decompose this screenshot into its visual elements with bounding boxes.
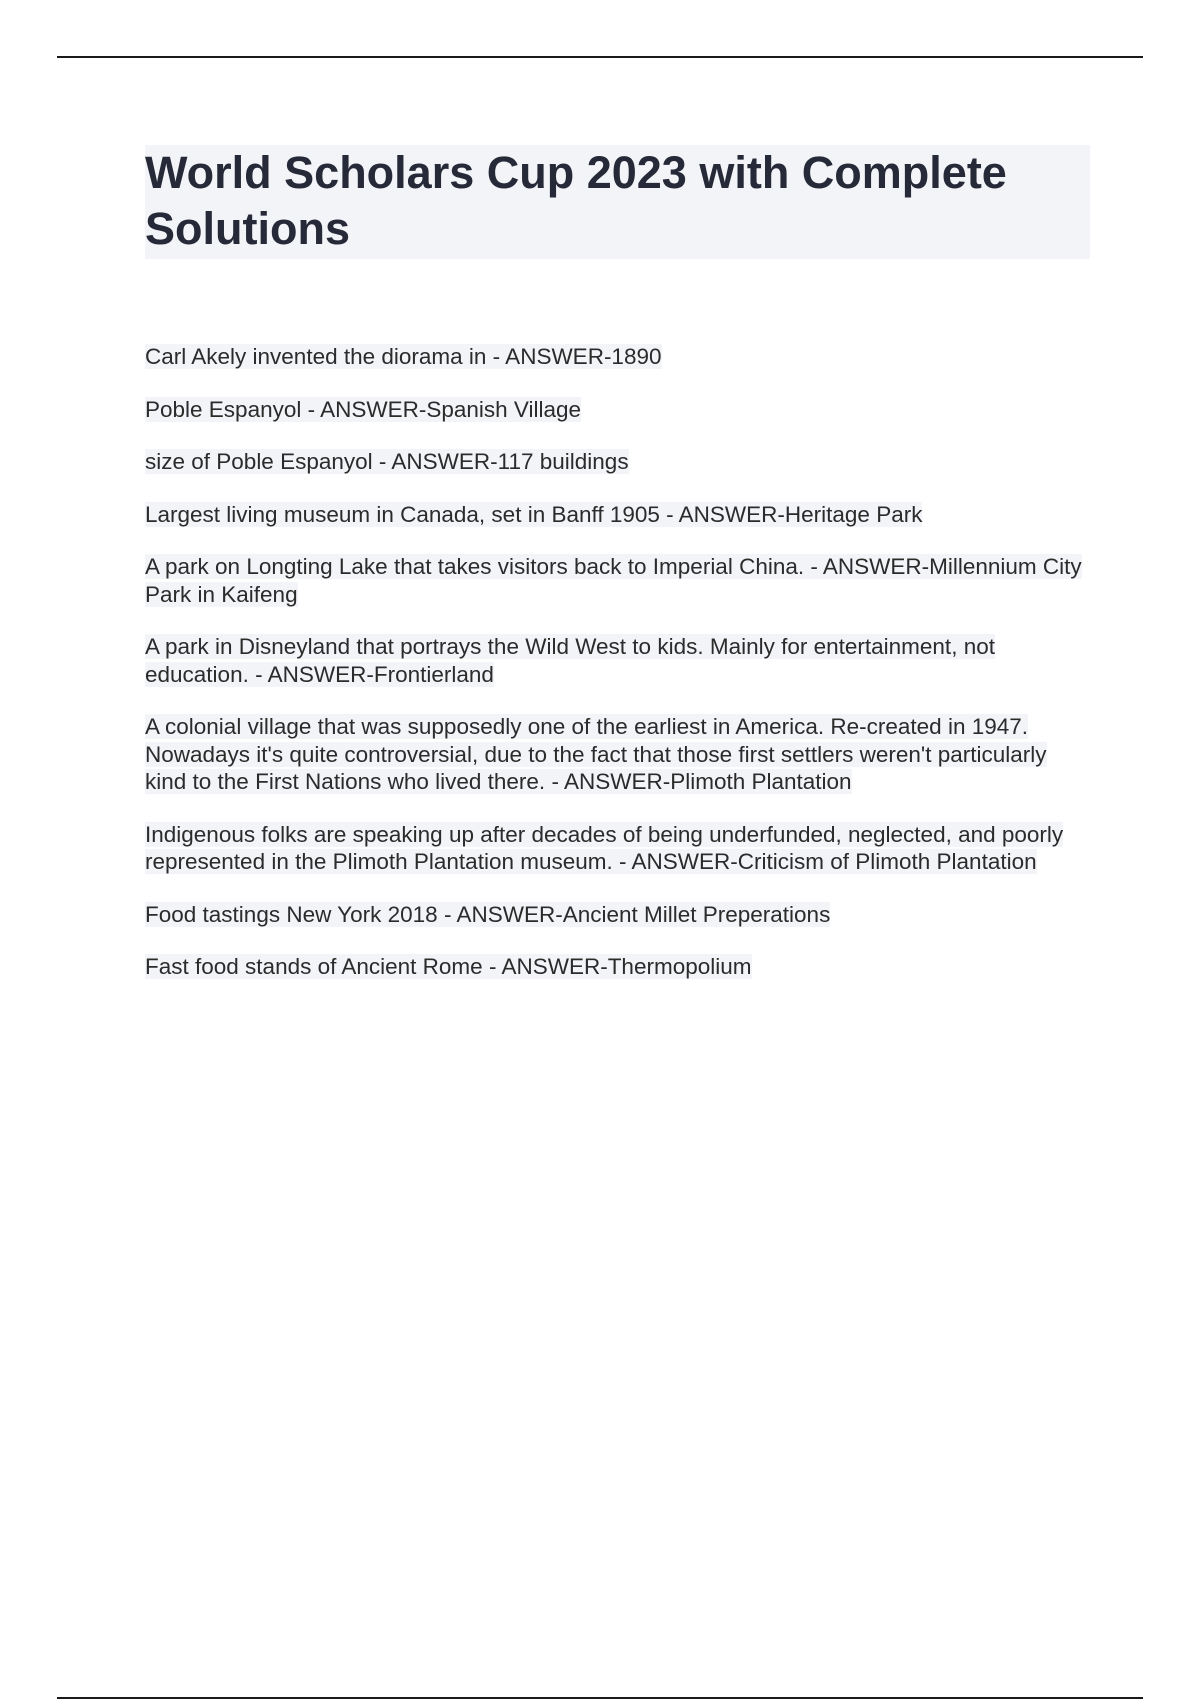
list-item — [145, 953, 1090, 981]
list-item — [145, 448, 1090, 476]
page-title: World Scholars Cup 2023 with Complete Solutions — [145, 145, 1090, 259]
list-item — [145, 633, 1090, 688]
bottom-rule — [57, 1697, 1143, 1699]
qa-text: Carl Akely invented the diorama in - ANSWER-1890 — [145, 344, 662, 369]
document-body — [145, 145, 1090, 1006]
qa-text: Largest living museum in Canada, set in Banff 1905 - ANSWER-Heritage Park — [145, 501, 923, 527]
qa-text: A park on Longting Lake that takes visitors back to Imperial China. - ANSWER-Millennium City Park in Kaifeng — [145, 554, 1082, 607]
list-item — [145, 553, 1090, 608]
qa-text: size of Poble Espanyol - ANSWER-117 buildings — [145, 449, 629, 474]
list-item — [145, 713, 1090, 796]
qa-list — [145, 343, 1090, 981]
list-item — [145, 901, 1090, 929]
list-item — [145, 396, 1090, 424]
qa-text: Food tastings New York 2018 - ANSWER-Ancient Millet Preperations — [145, 901, 831, 927]
top-rule — [57, 56, 1143, 58]
list-item — [145, 501, 1090, 529]
qa-text: Poble Espanyol - ANSWER-Spanish Village — [145, 396, 582, 422]
list-item — [145, 343, 1090, 371]
qa-text: Fast food stands of Ancient Rome - ANSWER-Thermopolium — [145, 954, 752, 979]
qa-text: Indigenous folks are speaking up after decades of being underfunded, neglected, and poorly represented in the Plimoth Plantation museum. - ANSWER-Criticism of Plimoth Plantation — [145, 821, 1064, 874]
qa-text: A park in Disneyland that portrays the Wild West to kids. Mainly for entertainment, not education. - ANSWER-Frontierland — [145, 634, 995, 687]
qa-text: A colonial village that was supposedly one of the earliest in America. Re-created in 1947. Nowadays it's quite controversial, due to the fact that those first settlers weren't particularly kind to the First Nations who lived there. - ANSWER-Plimoth Plantation — [145, 714, 1047, 794]
list-item — [145, 821, 1090, 876]
